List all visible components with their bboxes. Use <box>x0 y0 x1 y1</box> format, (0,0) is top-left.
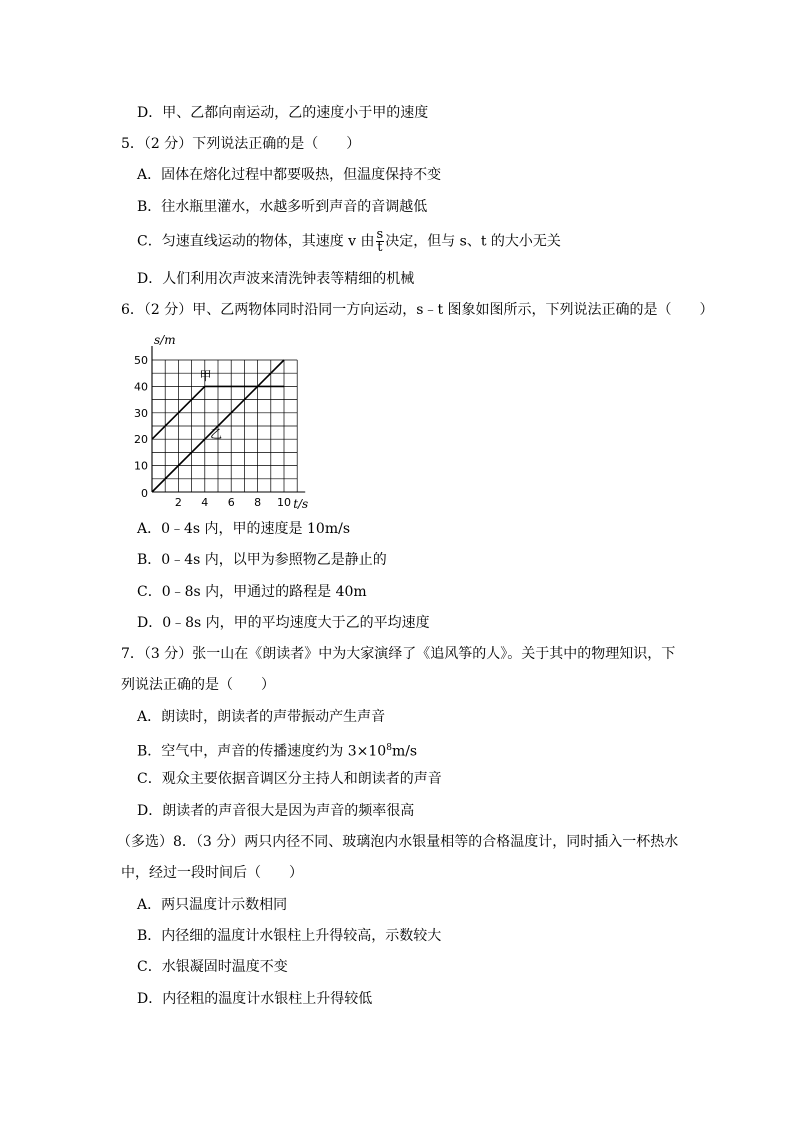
q8-option-d: D．内径粗的温度计水银柱上升得较低 <box>137 991 373 1007</box>
x-tick-label: 6 <box>227 496 235 509</box>
y-tick-label: 50 <box>134 354 148 367</box>
q5-option-c-text-before: C．匀速直线运动的物体，其速度 v 由 <box>137 233 375 250</box>
series-label-yi: 乙 <box>210 426 223 441</box>
q6-option-b: B．0﹣4s 内，以甲为参照物乙是静止的 <box>137 552 387 568</box>
y-axis-label: s/m <box>154 333 176 347</box>
q7-option-b-unit: m/s <box>391 743 418 760</box>
q6-option-a: A．0﹣4s 内，甲的速度是 10m/s <box>137 521 351 537</box>
q4-option-d: D．甲、乙都向南运动，乙的速度小于甲的速度 <box>137 105 429 121</box>
q5-option-c-text-after: 决定，但与 s、t 的大小无关 <box>385 233 561 250</box>
x-tick-label: 10 <box>277 496 291 509</box>
y-tick-label: 20 <box>134 433 148 447</box>
q7-option-a: A．朗读时，朗读者的声带振动产生声音 <box>137 709 386 725</box>
x-tick-label: 8 <box>254 496 262 509</box>
q5-stem: 5．（2 分）下列说法正确的是（ ） <box>121 136 361 152</box>
q7-stem-line1: 7．（3 分）张一山在《朗读者》中为大家演绎了《追风筝的人》。关于其中的物理知识，下 <box>121 646 676 662</box>
q7-option-b-text: B．空气中，声音的传播速度约为 3×10 <box>137 743 387 760</box>
series-label-jia: 甲 <box>199 368 212 383</box>
q8-option-a: A．两只温度计示数相同 <box>137 897 288 913</box>
q8-option-c: C．水银凝固时温度不变 <box>137 959 288 975</box>
q7-option-c: C．观众主要依据音调区分主持人和朗读者的声音 <box>137 771 442 787</box>
fraction-numerator: s <box>376 227 384 242</box>
q7-option-b <box>137 739 417 761</box>
q5-option-a: A．固体在熔化过程中都要吸热，但温度保持不变 <box>137 167 442 183</box>
q5-option-c <box>137 229 561 254</box>
q6-option-d: D．0﹣8s 内，甲的平均速度大于乙的平均速度 <box>137 615 430 631</box>
q5-option-b: B．往水瓶里灌水，水越多听到声音的音调越低 <box>137 199 428 215</box>
fraction-denominator: t <box>377 240 383 255</box>
x-tick-label: 4 <box>201 496 209 509</box>
exponent: 8 <box>386 743 392 753</box>
y-tick-label: 40 <box>134 380 148 394</box>
q8-stem-line2: 中，经过一段时间后（ ） <box>121 865 303 881</box>
y-tick-label: 30 <box>134 406 148 420</box>
x-tick-label: 2 <box>174 496 182 509</box>
s-t-graph <box>130 320 320 515</box>
q5-option-d: D．人们利用次声波来清洗钟表等精细的机械 <box>137 271 415 287</box>
q7-stem-line2: 列说法正确的是（ ） <box>121 677 275 693</box>
x-axis-label: t/s <box>293 497 309 511</box>
y-tick-label: 10 <box>134 459 148 473</box>
origin-label: 0 <box>141 487 148 500</box>
q6-stem: 6．（2 分）甲、乙两物体同时沿同一方向运动，s﹣t 图象如图所示，下列说法正确的是（ ） <box>121 302 714 318</box>
q8-option-b: B．内径细的温度计水银柱上升得较高，示数较大 <box>137 928 442 944</box>
q7-option-d: D．朗读者的声音很大是因为声音的频率很高 <box>137 803 415 819</box>
fraction-s-over-t <box>376 229 385 254</box>
q8-stem-line1: （多选）8．（3 分）两只内径不同、玻璃泡内水银量相等的合格温度计，同时插入一杯热水 <box>117 834 679 850</box>
graph-grid <box>152 360 297 492</box>
q6-option-c: C．0﹣8s 内，甲通过的路程是 40m <box>137 584 367 600</box>
